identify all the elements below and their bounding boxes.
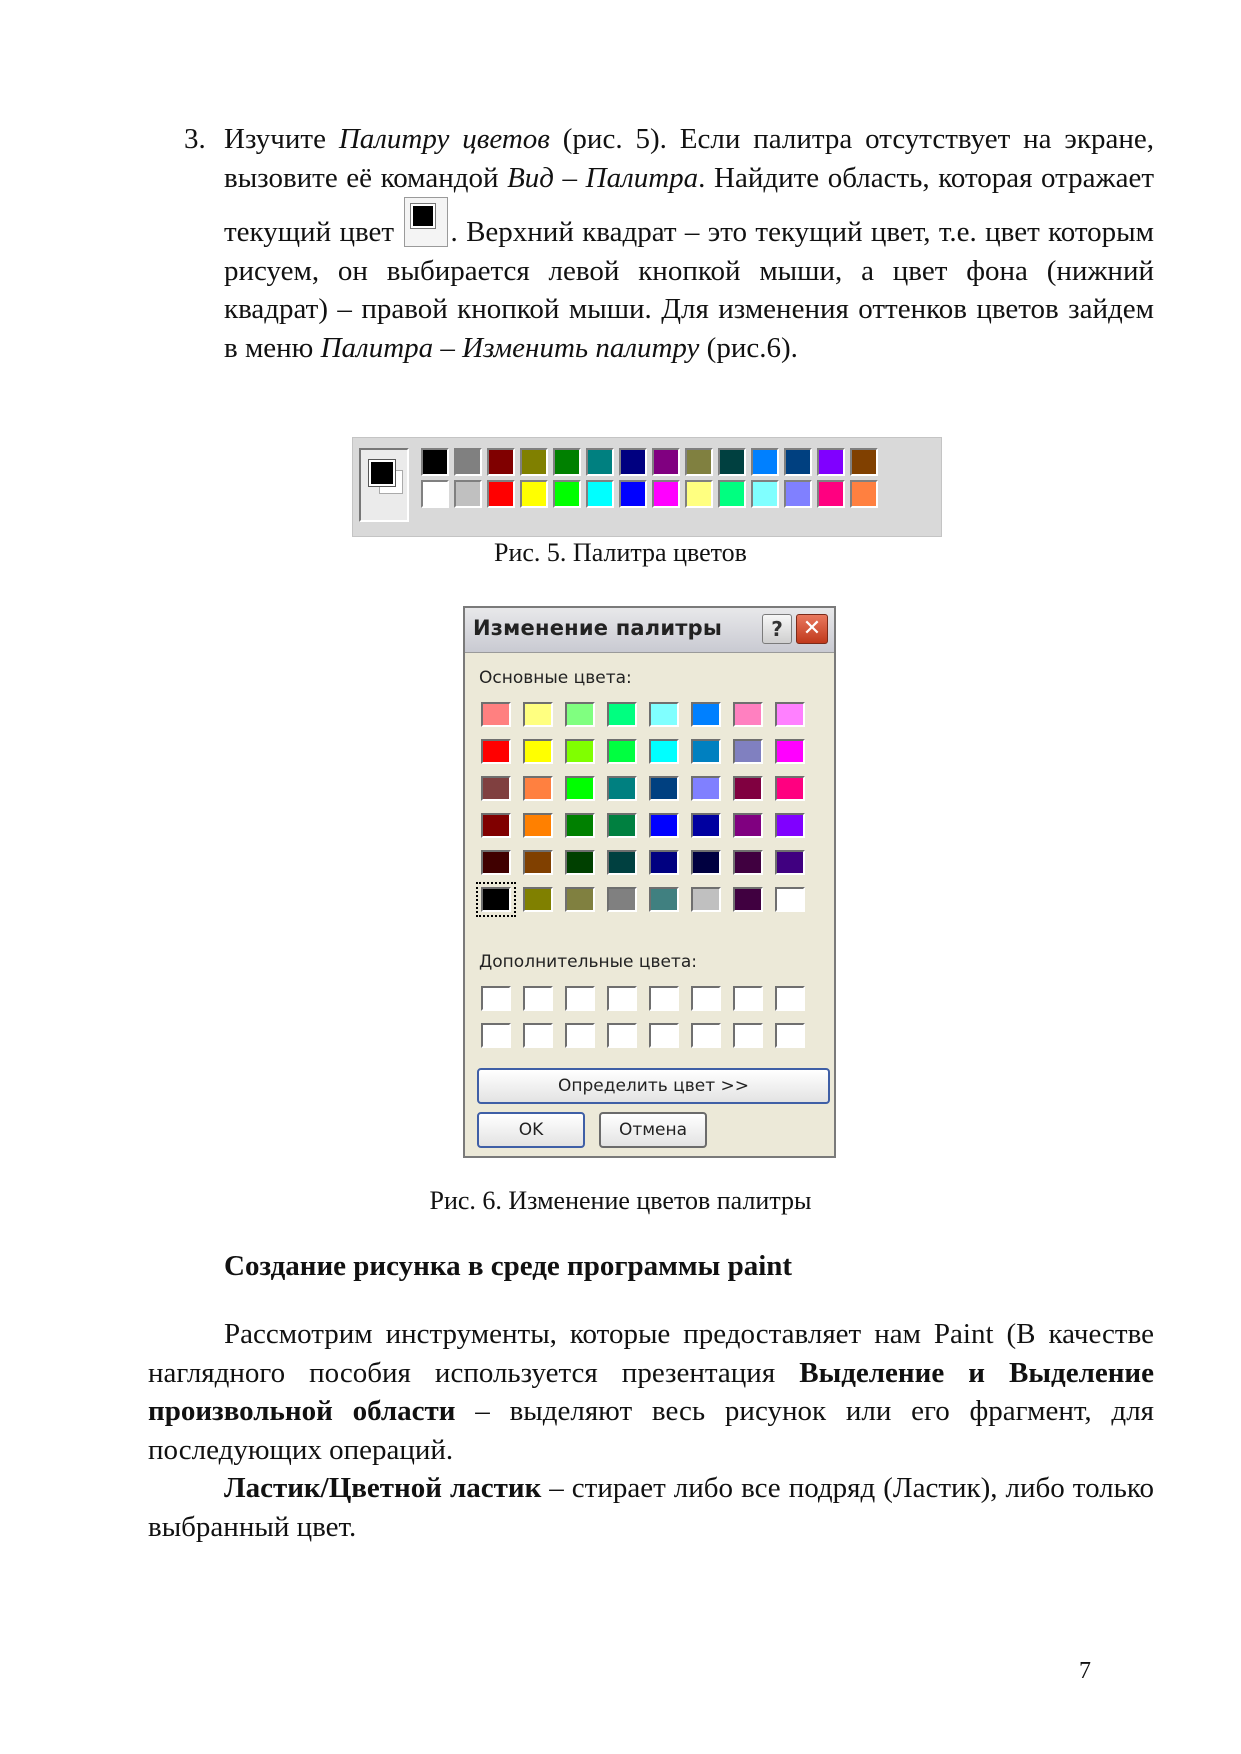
item-3-paragraph [184, 120, 1154, 367]
basic-color-swatch[interactable] [691, 776, 721, 801]
basic-color-swatch[interactable] [691, 739, 721, 764]
current-colors-box[interactable] [359, 448, 409, 522]
custom-color-swatch[interactable] [481, 986, 511, 1011]
edit-colors-dialog [463, 606, 836, 1158]
palette-swatch[interactable] [421, 480, 449, 508]
basic-color-swatch[interactable] [481, 850, 511, 875]
basic-color-swatch[interactable] [565, 887, 595, 912]
basic-color-swatch[interactable] [607, 887, 637, 912]
custom-color-swatch[interactable] [691, 986, 721, 1011]
item-3-italic-menu-path: Палитра – Изменить палитру [320, 331, 700, 364]
custom-color-swatch[interactable] [733, 986, 763, 1011]
define-color-button[interactable]: Определить цвет >> [477, 1068, 830, 1104]
basic-color-swatch[interactable] [733, 702, 763, 727]
basic-color-row [481, 702, 817, 727]
cancel-button[interactable]: Отмена [599, 1112, 707, 1148]
basic-color-swatch[interactable] [649, 813, 679, 838]
section-heading: Создание рисунка в среде программы paint [224, 1250, 793, 1282]
dialog-title-bar [465, 608, 834, 653]
basic-color-swatch[interactable] [481, 813, 511, 838]
custom-color-swatch[interactable] [775, 1023, 805, 1048]
palette-swatch[interactable] [586, 448, 614, 476]
basic-color-swatch[interactable] [481, 887, 511, 912]
item-3-italic-view-palette: Вид – Палитра [507, 161, 699, 194]
basic-color-swatch[interactable] [607, 702, 637, 727]
custom-color-swatch[interactable] [607, 986, 637, 1011]
basic-color-swatch[interactable] [607, 739, 637, 764]
custom-color-swatch[interactable] [523, 986, 553, 1011]
palette-swatch[interactable] [850, 448, 878, 476]
palette-swatch[interactable] [751, 480, 779, 508]
dialog-title: Изменение палитры [473, 616, 723, 640]
help-button[interactable]: ? [762, 614, 792, 644]
palette-swatch[interactable] [850, 480, 878, 508]
ok-button[interactable]: OK [477, 1112, 585, 1148]
basic-color-swatch[interactable] [775, 739, 805, 764]
tools-paragraph-text-2: – выделяют весь рисунок или его фрагмент, для последующих операций. [148, 1395, 1154, 1466]
custom-color-swatch[interactable] [733, 1023, 763, 1048]
basic-color-swatch[interactable] [523, 739, 553, 764]
palette-swatch[interactable] [652, 448, 680, 476]
tools-paragraph [148, 1315, 1154, 1469]
page-number: 7 [1079, 1658, 1091, 1684]
basic-color-swatch[interactable] [649, 850, 679, 875]
palette-swatch[interactable] [487, 480, 515, 508]
tools-paragraph-text-1: Рассмотрим инструменты, которые предоставляет нам Paint (В качестве наглядного пособия используется презентация [148, 1318, 1154, 1389]
foreground-color-square[interactable] [369, 460, 395, 486]
palette-swatch[interactable] [454, 448, 482, 476]
basic-color-swatch[interactable] [565, 702, 595, 727]
palette-swatch[interactable] [718, 448, 746, 476]
palette-swatch[interactable] [652, 480, 680, 508]
basic-color-row [481, 776, 817, 801]
color-palette-figure [352, 437, 942, 537]
basic-color-row [481, 850, 817, 875]
eraser-paragraph-text: – стирает либо все подряд (Ластик), либо только выбранный цвет. [148, 1472, 1154, 1543]
custom-colors-grid [481, 986, 817, 1048]
custom-color-swatch[interactable] [481, 1023, 511, 1048]
item-3-text-4: . Верхний квадрат – это текущий цвет, т.е. цвет которым рисуем, он выбирается левой кнопкой мыши, а цвет фона (нижний квадрат) – правой кнопкой мыши. Для изменения оттенков цветов зайдем в меню [224, 216, 1154, 364]
custom-color-swatch[interactable] [649, 986, 679, 1011]
palette-swatch[interactable] [553, 480, 581, 508]
basic-color-swatch[interactable] [607, 776, 637, 801]
current-color-icon [404, 197, 448, 247]
figure-6-caption: Рис. 6. Изменение цветов палитры [429, 1186, 812, 1215]
palette-top-row [421, 448, 883, 476]
basic-color-swatch[interactable] [523, 702, 553, 727]
palette-swatch[interactable] [520, 448, 548, 476]
item-3-text-5: (рис.6). [699, 331, 798, 364]
custom-color-swatch[interactable] [565, 986, 595, 1011]
basic-colors-label: Основные цвета: [479, 668, 632, 688]
custom-color-row [481, 986, 817, 1011]
palette-swatch[interactable] [685, 480, 713, 508]
basic-color-swatch[interactable] [523, 850, 553, 875]
basic-color-swatch[interactable] [481, 739, 511, 764]
eraser-term: Ластик/Цветной ластик [224, 1472, 542, 1504]
basic-color-swatch[interactable] [691, 850, 721, 875]
basic-color-row [481, 887, 817, 912]
selection-tools-term: Выделение и Выделение произвольной области [148, 1356, 1155, 1427]
palette-swatch[interactable] [718, 480, 746, 508]
basic-color-swatch[interactable] [607, 850, 637, 875]
palette-swatch[interactable] [619, 480, 647, 508]
palette-swatch[interactable] [553, 448, 581, 476]
basic-color-swatch[interactable] [523, 887, 553, 912]
basic-color-swatch[interactable] [649, 887, 679, 912]
eraser-paragraph [148, 1469, 1154, 1546]
list-number: 3. [184, 123, 206, 155]
palette-swatch[interactable] [751, 448, 779, 476]
custom-color-swatch[interactable] [565, 1023, 595, 1048]
palette-swatch[interactable] [454, 480, 482, 508]
palette-swatch[interactable] [817, 480, 845, 508]
basic-color-swatch[interactable] [775, 850, 805, 875]
basic-color-swatch[interactable] [733, 739, 763, 764]
custom-color-swatch[interactable] [691, 1023, 721, 1048]
palette-swatch[interactable] [421, 448, 449, 476]
palette-swatch[interactable] [817, 448, 845, 476]
basic-color-swatch[interactable] [523, 776, 553, 801]
basic-color-swatch[interactable] [775, 702, 805, 727]
basic-color-swatch[interactable] [565, 850, 595, 875]
basic-color-swatch[interactable] [607, 813, 637, 838]
basic-color-row [481, 739, 817, 764]
basic-color-swatch[interactable] [733, 776, 763, 801]
basic-color-swatch[interactable] [481, 776, 511, 801]
palette-swatch[interactable] [784, 480, 812, 508]
basic-color-swatch[interactable] [775, 776, 805, 801]
basic-color-swatch[interactable] [691, 887, 721, 912]
basic-color-swatch[interactable] [649, 776, 679, 801]
palette-bottom-row [421, 480, 883, 508]
item-3-text-3: . Найдите область, которая отражает текущий цвет [224, 161, 1154, 248]
basic-color-swatch[interactable] [775, 887, 805, 912]
basic-colors-grid [481, 702, 817, 912]
basic-color-swatch[interactable] [481, 702, 511, 727]
basic-color-row [481, 813, 817, 838]
basic-color-swatch[interactable] [691, 813, 721, 838]
basic-color-swatch[interactable] [733, 850, 763, 875]
palette-swatch[interactable] [586, 480, 614, 508]
basic-color-swatch[interactable] [733, 887, 763, 912]
basic-color-swatch[interactable] [733, 813, 763, 838]
close-button[interactable]: ✕ [796, 614, 828, 644]
palette-swatch[interactable] [520, 480, 548, 508]
basic-color-swatch[interactable] [565, 813, 595, 838]
basic-color-swatch[interactable] [649, 702, 679, 727]
custom-color-row [481, 1023, 817, 1048]
basic-color-swatch[interactable] [523, 813, 553, 838]
item-3-text-2: (рис. 5). Если палитра отсутствует на экране, вызовите её командой [224, 123, 1154, 194]
item-3-italic-palette: Палитру цветов [338, 123, 550, 155]
custom-color-swatch[interactable] [775, 986, 805, 1011]
custom-color-swatch[interactable] [649, 1023, 679, 1048]
basic-color-swatch[interactable] [565, 776, 595, 801]
palette-swatch[interactable] [619, 448, 647, 476]
basic-color-swatch[interactable] [691, 702, 721, 727]
palette-swatch[interactable] [487, 448, 515, 476]
figure-5-caption: Рис. 5. Палитра цветов [494, 538, 747, 567]
custom-colors-label: Дополнительные цвета: [479, 952, 697, 972]
basic-color-swatch[interactable] [649, 739, 679, 764]
palette-swatch[interactable] [685, 448, 713, 476]
custom-color-swatch[interactable] [523, 1023, 553, 1048]
basic-color-swatch[interactable] [565, 739, 595, 764]
basic-color-swatch[interactable] [775, 813, 805, 838]
item-3-text-1: Изучите [224, 123, 339, 155]
custom-color-swatch[interactable] [607, 1023, 637, 1048]
palette-grid [421, 448, 883, 508]
palette-swatch[interactable] [784, 448, 812, 476]
